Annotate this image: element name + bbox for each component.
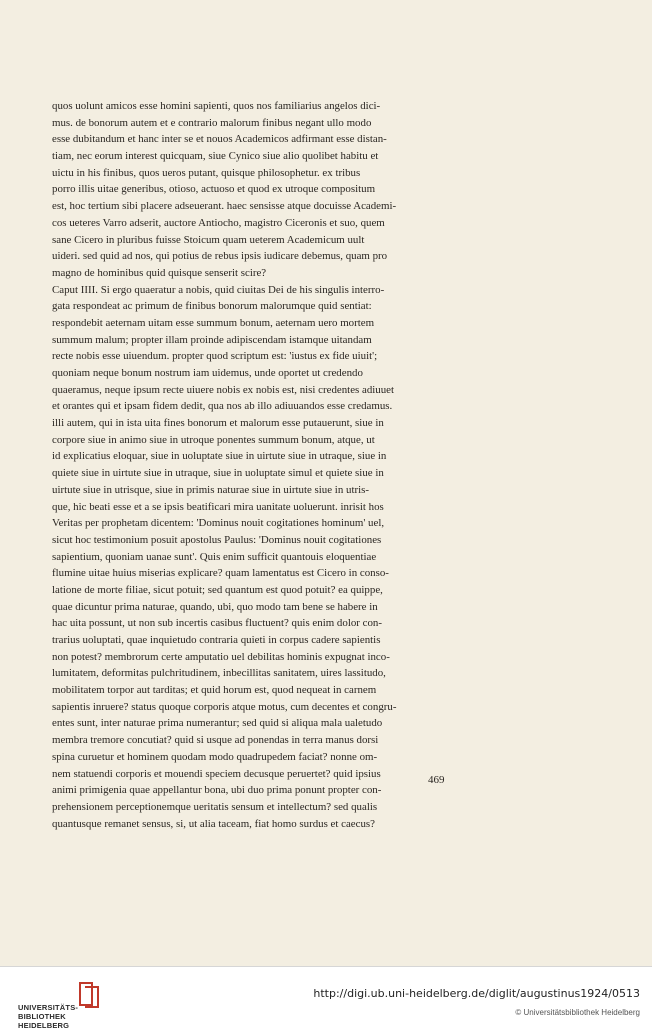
text-line: mobilitatem torpor aut tarditas; et quid horum est, quod nequeat in carnem <box>52 684 377 697</box>
text-line: et orantes qui et ipsam fidem dedit, qua nos ab illo adiuuandos esse credamus. <box>52 400 393 413</box>
text-line: sicut hoc testimonium posuit apostolus Paulus: 'Dominus nouit cogitationes <box>52 533 382 546</box>
text-line: quaeramus, neque ipsum recte uiuere nobis ex nobis est, nisi credentes adiuuet <box>52 383 395 396</box>
text-line: quoniam neque bonum nostrum iam uidemus, unde oportet ut credendo <box>52 367 363 379</box>
text-line: uideri. sed quid ad nos, qui potius de rebus ipsis iudicare debemus, quam pro <box>52 250 388 263</box>
text-line: est, hoc tertium sibi placere adseuerant. haec sensisse atque docuisse Academi- <box>52 200 397 213</box>
text-line: spina curuetur et hominem quodam modo quadrupedem faciat? nonne om- <box>52 750 378 763</box>
library-logo-text <box>18 1003 78 1030</box>
text-line: que, hic beati esse et a se ipsis beatificari mira uanitate uoluerunt. inrisit hos <box>52 500 384 513</box>
text-line: sapientium, quoniam uanae sunt'. Quis enim sufficit quantouis eloquentiae <box>52 550 377 563</box>
text-line: summum malum; propter illam proinde adipiscendam istamque uitandam <box>52 333 372 346</box>
logo-line-3: HEIDELBERG <box>18 1021 70 1030</box>
footer-bar <box>0 966 652 1030</box>
text-line: membra tremore concutiat? quid si usque ad ponendas in terra manus dorsi <box>52 734 379 747</box>
text-line: lumitatem, deformitas pulchritudinem, inbecillitas sanitatem, uires lassitudo, <box>52 667 386 680</box>
text-line: magno de hominibus quid quisque senserit scire? <box>52 266 267 279</box>
logo-line-2: BIBLIOTHEK <box>18 1012 66 1021</box>
text-line: porro illis uitae generibus, otioso, actuoso et quod ex utroque compositum <box>52 183 376 196</box>
text-line: Caput IIII. Si ergo quaeratur a nobis, quid ciuitas Dei de his singulis interro- <box>52 283 385 296</box>
text-line: esse dubitandum et hanc inter se et nouos Academicos adfirmant esse distan- <box>52 133 387 146</box>
text-line: quos uolunt amicos esse homini sapienti, quos nos familiarius angelos dici- <box>52 100 381 112</box>
copyright-notice: © Universitätsbibliothek Heidelberg <box>515 1008 640 1017</box>
text-line: flumine uitae huius miserias explicare? quam lamentatus est Cicero in conso- <box>52 567 389 580</box>
text-line: respondebit aeternam uitam esse summum bonum, aeternam uero mortem <box>52 316 375 329</box>
logo-line-1: UNIVERSITÄTS- <box>18 1003 79 1012</box>
text-line: gata respondeat ac primum de finibus bonorum malorumque quid sentiat: <box>52 300 372 313</box>
text-line: corpore siue in animo siue in utroque ponentes summum bonum, atque, ut <box>52 433 375 446</box>
text-line: recte nobis esse uiuendum. propter quod scriptum est: 'iustus ex fide uiuit'; <box>52 350 378 363</box>
text-line: quae dicuntur prima naturae, quando, ubi, quo modo tam bene se habere in <box>52 600 378 613</box>
text-line: latione de morte filiae, sicut potuit; sed quantum est quod potuit? ea quippe, <box>52 583 383 596</box>
text-line: illi autem, qui in ista uita fines bonorum et malorum esse putauerunt, siue in <box>52 417 384 430</box>
text-line: quantusque remanet sensus, si, ut alia taceam, fiat homo surdus et caecus? <box>52 817 375 830</box>
text-line: uirtute siue in utrisque, siue in primis naturae siue in uirtute siue in utris- <box>52 483 369 496</box>
text-line: entes sunt, inter naturae prima numerantur; sed quid si aliqua mala ualetudo <box>52 717 383 730</box>
text-line: sapientis inruere? status quoque corporis atque motus, cum decentes et congru- <box>52 700 397 713</box>
text-line: trarius uoluptati, quae inquietudo contraria quieti in corpus cadere sapientis <box>52 634 381 646</box>
text-line: non potest? membrorum certe amputatio uel debilitas hominis expugnat inco- <box>52 650 390 663</box>
text-line: prehensionem perceptionemque ueritatis sensum et intellectum? sed qualis <box>52 800 378 813</box>
permalink-url[interactable]: http://digi.ub.uni-heidelberg.de/diglit/augustinus1924/0513 <box>313 987 640 1000</box>
body-text <box>52 98 452 832</box>
text-line: id explicatius eloquar, siue in uoluptate siue in uirtute siue in utraque, siue in <box>52 450 387 463</box>
text-line: quiete siue in uirtute siue in utraque, siue in uoluptate simul et quiete siue in <box>52 467 384 480</box>
page-number: 469 <box>428 774 445 786</box>
text-line: cos ueteres Varro adserit, auctore Antiocho, magistro Ciceronis et suo, quem <box>52 216 385 229</box>
text-line: tiam, nec eorum interest quicquam, siue Cynico siue alio quolibet habitu et <box>52 150 379 163</box>
text-line: animi primigenia quae appellantur bona, ubi duo prima ponunt propter con- <box>52 784 382 797</box>
text-line: mus. de bonorum autem et e contrario malorum finibus negant ullo modo <box>52 116 372 129</box>
text-line: sane Cicero in pluribus fuisse Stoicum quam ueterem Academicum uult <box>52 233 365 246</box>
text-line: nem statuendi corporis et mouendi speciem decusque peruertet? quid ipsius <box>52 767 381 780</box>
library-emblem-icon <box>76 979 104 1009</box>
text-line: hac uita possunt, ut non sub incertis casibus fluctuent? quis enim dolor con- <box>52 617 382 630</box>
text-line: Veritas per prophetam dicentem: 'Dominus nouit cogitationes hominum' uel, <box>52 517 385 530</box>
text-line: uictu in his finibus, quos ueros putant, quisque philosophetur. ex tribus <box>52 166 361 179</box>
